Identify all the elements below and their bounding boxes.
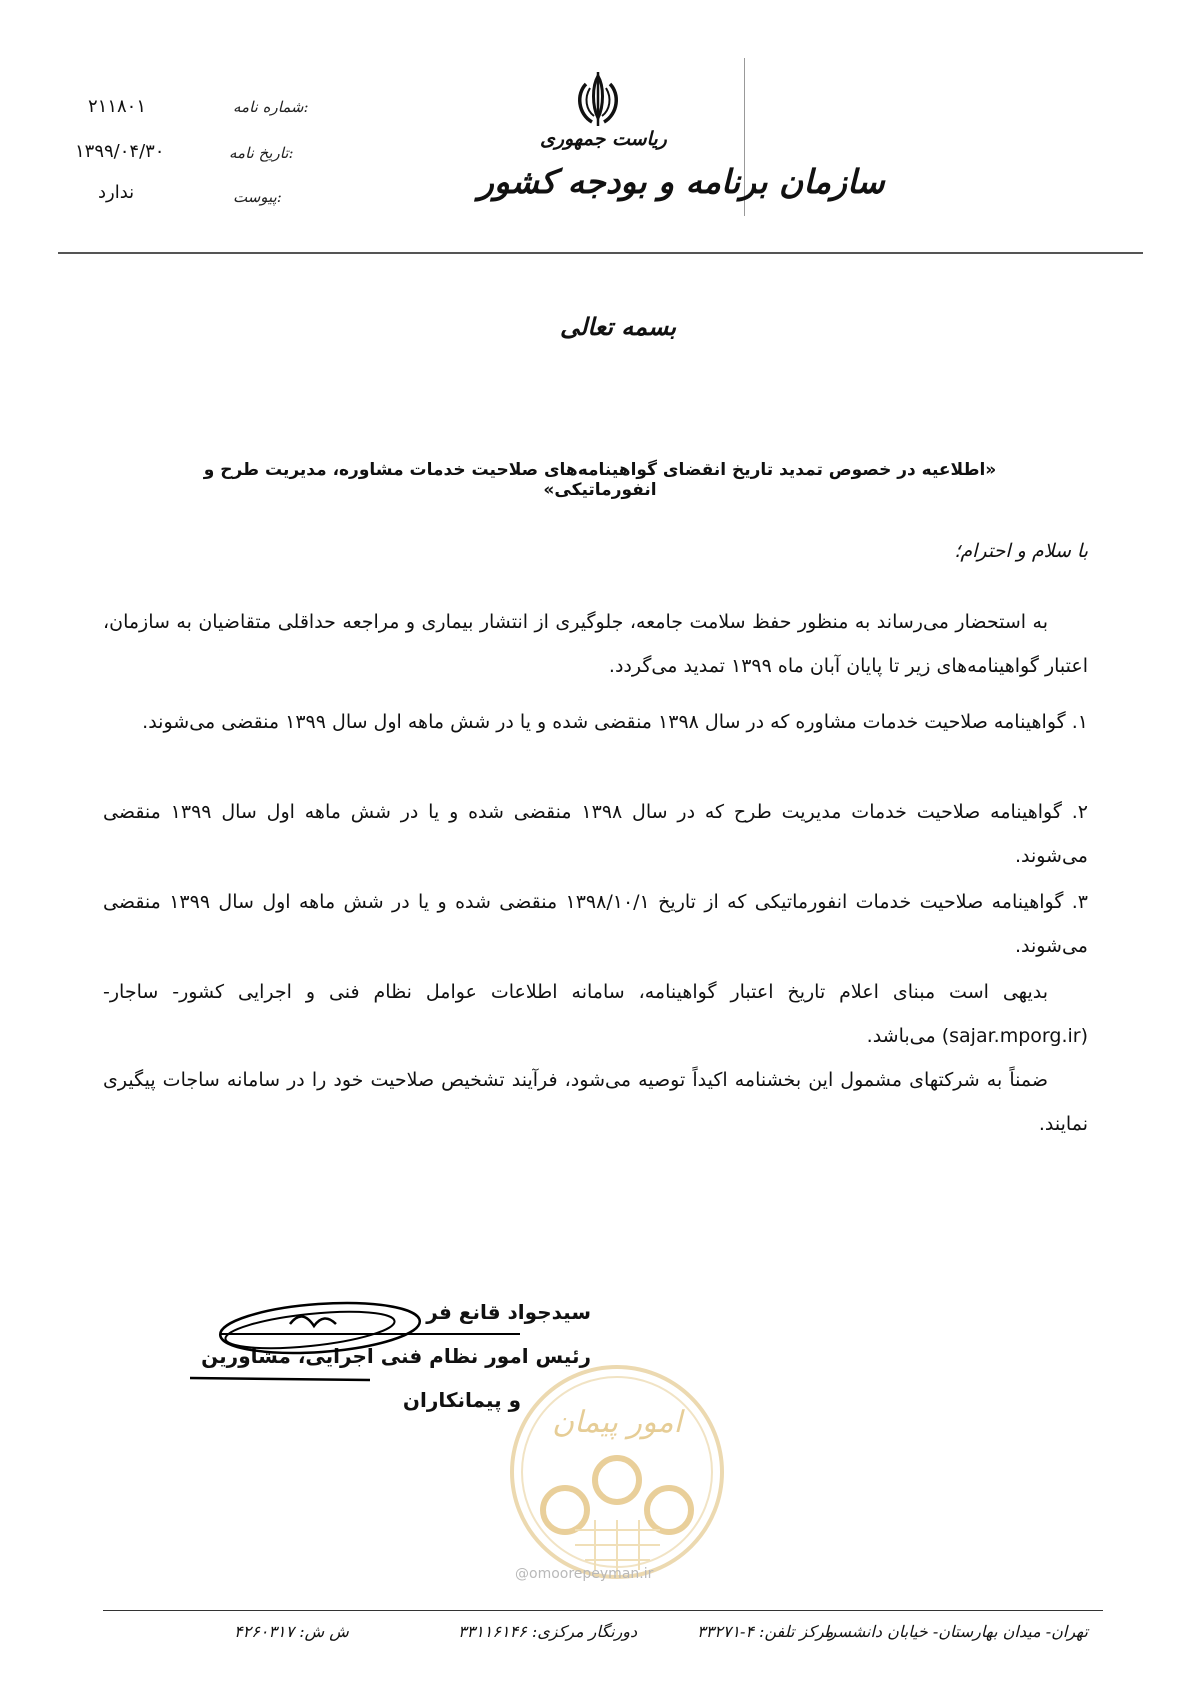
attachment-value: ندارد bbox=[98, 182, 135, 203]
svg-text:امور پیمان: امور پیمان bbox=[552, 1405, 682, 1440]
letter-number-value: ۲۱۱۸۰۱ bbox=[88, 96, 147, 117]
letter-date-value: ۱۳۹۹/۰۴/۳۰ bbox=[75, 141, 165, 162]
footer-fax: دورنگار مرکزی: ۳۳۱۱۶۱۴۶ bbox=[458, 1622, 638, 1641]
letter-date-label: تاریخ نامه: bbox=[229, 144, 294, 162]
stamp-seal-icon bbox=[505, 1360, 730, 1585]
signatory-title-line1: رئیس امور نظام فنی اجرایی، مشاورین bbox=[201, 1344, 591, 1368]
letter-subject: «اطلاعیه در خصوص تمدید تاریخ انقضای گواهینامه‌های صلاحیت خدمات مشاوره، مدیریت طرح و انفورماتیکی» bbox=[203, 460, 997, 500]
header-rule bbox=[58, 252, 1143, 254]
signatory-title-line2: و پیمانکاران bbox=[402, 1388, 521, 1412]
iran-emblem-icon bbox=[568, 70, 628, 130]
letter-number-label: شماره نامه: bbox=[233, 98, 309, 116]
footer-postal-code: ش ش: ۴۲۶۰۳۱۷ bbox=[234, 1622, 349, 1641]
org-name: سازمان برنامه و بودجه کشور bbox=[478, 162, 885, 201]
org-subtitle: ریاست جمهوری bbox=[540, 128, 667, 150]
note-paragraph-1: بدیهی است مبنای اعلام تاریخ اعتبار گواهینامه، سامانه اطلاعات عوامل نظام فنی و اجرایی کشور- ساجار- (sajar.mporg.ir) می‌باشد. bbox=[103, 981, 1088, 1047]
intro-paragraph: به استحضار می‌رساند به منظور حفظ سلامت جامعه، جلوگیری از انتشار بیماری و مراجعه حداقلی متقاضیان به سازمان، اعتبار گواهینامه‌های زیر تا پایان آبان ماه ۱۳۹۹ تمدید می‌گردد. bbox=[103, 611, 1088, 677]
watermark-handle: @omoorepeyman.ir bbox=[515, 1566, 654, 1582]
attachment-label: پیوست: bbox=[233, 188, 282, 206]
footer-rule bbox=[103, 1610, 1103, 1611]
signatory-name: سیدجواد قانع فر bbox=[426, 1300, 591, 1324]
list-item-2: ۲. گواهینامه صلاحیت خدمات مدیریت طرح که در سال ۱۳۹۸ منقضی شده و یا در شش ماهه اول سال ۱۳۹۹ منقضی می‌شوند. bbox=[103, 801, 1088, 867]
footer-address: تهران- میدان بهارستان- خیابان دانشسرا bbox=[824, 1622, 1088, 1641]
note-paragraph-2: ضمناً به شرکتهای مشمول این بخشنامه اکیداً توصیه می‌شود، فرآیند تشخیص صلاحیت خود را در سامانه ساجات پیگیری نمایند. bbox=[103, 1069, 1088, 1135]
handwritten-signature bbox=[190, 1290, 530, 1390]
basmala: بسمه تعالی bbox=[560, 312, 677, 341]
footer-phone: مرکز تلفن: ۴-۳۳۲۷۱ bbox=[697, 1622, 834, 1641]
list-item-3: ۳. گواهینامه صلاحیت خدمات انفورماتیکی که از تاریخ ۱۳۹۸/۱۰/۱ منقضی شده و یا در شش ماهه اول سال ۱۳۹۹ منقضی می‌شوند. bbox=[103, 891, 1088, 957]
greeting: با سلام و احترام؛ bbox=[954, 540, 1088, 562]
list-item-1: ۱. گواهینامه صلاحیت خدمات مشاوره که در سال ۱۳۹۸ منقضی شده و یا در شش ماهه اول سال ۱۳۹۹ منقضی می‌شوند. bbox=[142, 711, 1088, 733]
